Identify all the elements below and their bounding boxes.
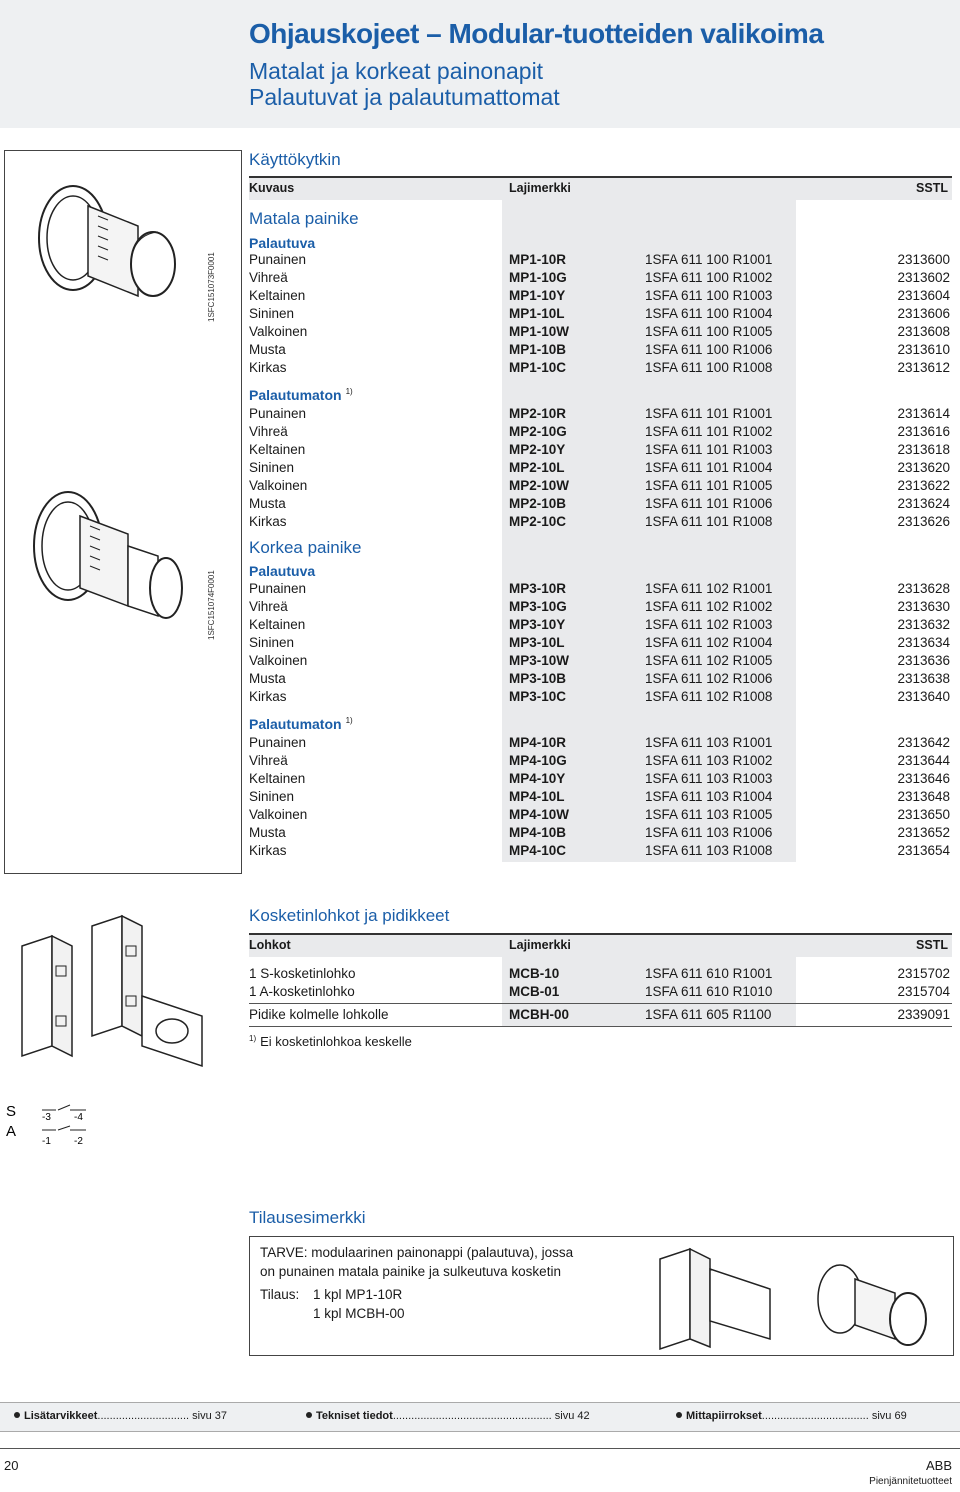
product-type: MP1-10Y <box>509 288 566 303</box>
table-row <box>249 807 952 825</box>
order-illustration <box>650 1229 950 1353</box>
nav-dimensions-page: sivu 69 <box>871 1410 907 1422</box>
page-subtitle-2: Palautuvat ja palautumattomat <box>249 84 560 110</box>
product-name: Vihreä <box>249 599 288 614</box>
product-code: 1SFA 611 102 R1008 <box>645 689 773 704</box>
order-line-3-item: 1 kpl MP1-10R <box>313 1287 403 1302</box>
product-name: Vihreä <box>249 270 288 285</box>
table-row <box>249 617 952 635</box>
table-row <box>249 689 952 707</box>
product-code: 1SFA 611 101 R1008 <box>645 514 773 529</box>
bullet-icon <box>14 1412 20 1418</box>
product-name: Keltainen <box>249 442 306 457</box>
order-line-3-label: Tilaus: <box>260 1287 300 1302</box>
product-code: 1SFA 611 102 R1004 <box>645 635 773 650</box>
product-name: Punainen <box>249 406 307 421</box>
product-sstl: 2313642 <box>897 735 950 750</box>
symbol-a-left: -1 <box>42 1136 51 1147</box>
product-name: Pidike kolmelle lohkolle <box>249 1007 389 1022</box>
product-sstl: 2313610 <box>897 342 950 357</box>
order-example-box <box>249 1236 954 1356</box>
product-sstl: 2313654 <box>897 843 950 858</box>
col-desc: Kuvaus <box>249 181 295 195</box>
high-button-illustration <box>18 476 188 646</box>
table-row <box>249 581 952 599</box>
nav-dots: ................................... <box>761 1410 869 1422</box>
product-name: Punainen <box>249 581 307 596</box>
low-return-subtitle: Palautuva <box>249 235 316 251</box>
footer-rule <box>0 1448 960 1449</box>
image-ref-high: 1SFC151074F0001 <box>207 570 216 640</box>
col-type: Lajimerkki <box>509 181 571 195</box>
product-code: 1SFA 611 103 R1004 <box>645 789 773 804</box>
product-code: 1SFA 611 605 R1100 <box>645 1007 772 1022</box>
page-number: 20 <box>4 1458 19 1473</box>
nav-technical-link[interactable] <box>306 1410 590 1422</box>
product-name: Punainen <box>249 252 307 267</box>
high-noreturn-subtitle <box>249 716 353 732</box>
col-sstl: SSTL <box>916 181 948 195</box>
footnote-mark: 1) <box>345 716 353 725</box>
product-code: 1SFA 611 103 R1005 <box>645 807 773 822</box>
low-noreturn-label: Palautumaton <box>249 387 342 403</box>
table-row <box>249 342 952 360</box>
product-sstl: 2313628 <box>897 581 950 596</box>
table-row <box>249 360 952 378</box>
product-code: 1SFA 611 610 R1001 <box>645 966 773 981</box>
actuator-section-title: Käyttökytkin <box>249 150 341 169</box>
product-name: 1 S-kosketinlohko <box>249 966 356 981</box>
table-row <box>249 270 952 288</box>
table-row <box>249 478 952 496</box>
bullet-icon <box>676 1412 682 1418</box>
product-type: MP3-10B <box>509 671 567 686</box>
product-code: 1SFA 611 103 R1003 <box>645 771 773 786</box>
col-desc: Lohkot <box>249 938 291 952</box>
low-noreturn-subtitle <box>249 387 353 403</box>
product-code: 1SFA 611 102 R1002 <box>645 599 773 614</box>
table-row <box>249 653 952 671</box>
product-sstl: 2313648 <box>897 789 950 804</box>
table-row <box>249 825 952 843</box>
product-type: MP2-10B <box>509 496 567 511</box>
product-code: 1SFA 611 101 R1005 <box>645 478 773 493</box>
product-type: MP2-10R <box>509 406 567 421</box>
table-row <box>249 984 952 1002</box>
product-code: 1SFA 611 100 R1006 <box>645 342 773 357</box>
product-sstl: 2313620 <box>897 460 950 475</box>
table-row <box>249 324 952 342</box>
product-name: Sininen <box>249 789 295 804</box>
product-code: 1SFA 611 102 R1003 <box>645 617 773 632</box>
product-code: 1SFA 611 100 R1008 <box>645 360 773 375</box>
footnote-mark: 1) <box>249 1034 257 1043</box>
product-type: MP1-10C <box>509 360 567 375</box>
footnote-text: Ei kosketinlohkoa keskelle <box>260 1034 412 1049</box>
order-section-title: Tilausesimerkki <box>249 1208 366 1227</box>
contacts-table-header <box>249 933 952 957</box>
product-type: MP3-10C <box>509 689 567 704</box>
product-sstl: 2313630 <box>897 599 950 614</box>
page-subtitle-1: Matalat ja korkeat painonapit <box>249 58 544 84</box>
product-name: Punainen <box>249 735 307 750</box>
high-button-title: Korkea painike <box>249 538 362 557</box>
order-line-4-item: 1 kpl MCBH-00 <box>313 1306 405 1321</box>
product-sstl: 2313626 <box>897 514 950 529</box>
product-sstl: 2313606 <box>897 306 950 321</box>
product-sstl: 2313614 <box>897 406 950 421</box>
product-type: MP1-10R <box>509 252 567 267</box>
table-row <box>249 288 952 306</box>
product-code: 1SFA 611 101 R1006 <box>645 496 773 511</box>
contacts-footnote <box>249 1034 412 1049</box>
product-sstl: 2315702 <box>897 966 950 981</box>
symbol-a-label: A <box>6 1123 17 1140</box>
table-row <box>249 599 952 617</box>
table-row <box>249 1007 952 1025</box>
table-row <box>249 460 952 478</box>
table-row <box>249 966 952 984</box>
table-row <box>249 789 952 807</box>
contacts-divider <box>249 1003 952 1004</box>
product-type: MP4-10G <box>509 753 567 768</box>
product-name: Keltainen <box>249 617 306 632</box>
product-name: Musta <box>249 496 286 511</box>
product-type: MP1-10G <box>509 270 567 285</box>
department-name: Pienjännitetuotteet <box>869 1476 952 1487</box>
product-code: 1SFA 611 103 R1008 <box>645 843 773 858</box>
product-type: MP1-10W <box>509 324 570 339</box>
table-row <box>249 442 952 460</box>
table-row <box>249 735 952 753</box>
product-name: Sininen <box>249 306 295 321</box>
nav-dimensions-link[interactable] <box>676 1410 907 1422</box>
product-type: MP4-10B <box>509 825 567 840</box>
product-type: MP3-10L <box>509 635 565 650</box>
product-code: 1SFA 611 102 R1001 <box>645 581 773 596</box>
product-type: MP4-10W <box>509 807 570 822</box>
product-name: Vihreä <box>249 753 288 768</box>
product-type: MP2-10W <box>509 478 570 493</box>
product-type: MP4-10R <box>509 735 567 750</box>
product-type: MCB-01 <box>509 984 560 999</box>
product-name: Valkoinen <box>249 478 308 493</box>
product-name: Kirkas <box>249 843 287 858</box>
product-sstl: 2313616 <box>897 424 950 439</box>
product-type: MP2-10C <box>509 514 567 529</box>
table-row <box>249 671 952 689</box>
table-row <box>249 306 952 324</box>
product-code: 1SFA 611 100 R1003 <box>645 288 773 303</box>
symbol-s-label: S <box>6 1103 17 1120</box>
product-type: MP3-10W <box>509 653 570 668</box>
product-code: 1SFA 611 103 R1006 <box>645 825 773 840</box>
high-return-subtitle: Palautuva <box>249 563 316 579</box>
cross-reference-bar <box>0 1402 960 1432</box>
footnote-mark: 1) <box>345 387 353 396</box>
product-name: Vihreä <box>249 424 288 439</box>
high-noreturn-label: Palautumaton <box>249 716 342 732</box>
product-code: 1SFA 611 100 R1001 <box>645 252 773 267</box>
product-type: MP3-10R <box>509 581 567 596</box>
product-sstl: 2313622 <box>897 478 950 493</box>
product-sstl: 2313624 <box>897 496 950 511</box>
order-line-1: TARVE: modulaarinen painonappi (palautuva), jossa <box>260 1245 574 1260</box>
product-type: MP1-10B <box>509 342 567 357</box>
nav-dimensions-label: Mittapiirrokset <box>686 1410 762 1422</box>
nav-accessories-page: sivu 37 <box>192 1410 227 1422</box>
product-sstl: 2313640 <box>897 689 950 704</box>
col-type: Lajimerkki <box>509 938 571 952</box>
product-sstl: 2313602 <box>897 270 950 285</box>
contacts-bottom-line <box>249 1026 952 1027</box>
symbol-s-left: -3 <box>42 1112 51 1123</box>
product-sstl: 2313612 <box>897 360 950 375</box>
table-row <box>249 843 952 861</box>
product-code: 1SFA 611 102 R1005 <box>645 653 773 668</box>
product-type: MP4-10C <box>509 843 567 858</box>
product-name: Musta <box>249 825 286 840</box>
col-sstl: SSTL <box>916 938 948 952</box>
product-code: 1SFA 611 100 R1002 <box>645 270 773 285</box>
product-name: Kirkas <box>249 514 287 529</box>
product-name: Musta <box>249 671 286 686</box>
product-sstl: 2313608 <box>897 324 950 339</box>
product-name: Musta <box>249 342 286 357</box>
nav-technical-label: Tekniset tiedot <box>316 1410 393 1422</box>
image-ref-low: 1SFC151073F0001 <box>207 252 216 322</box>
product-sstl: 2313638 <box>897 671 950 686</box>
contact-symbol <box>4 1100 124 1160</box>
actuator-table-header <box>249 176 952 200</box>
nav-accessories-label: Lisätarvikkeet <box>24 1410 98 1422</box>
product-code: 1SFA 611 102 R1006 <box>645 671 773 686</box>
product-sstl: 2313636 <box>897 653 950 668</box>
product-name: Keltainen <box>249 771 306 786</box>
product-name: 1 A-kosketinlohko <box>249 984 355 999</box>
table-row <box>249 514 952 532</box>
product-name: Valkoinen <box>249 324 308 339</box>
product-code: 1SFA 611 100 R1004 <box>645 306 773 321</box>
product-code: 1SFA 611 103 R1001 <box>645 735 773 750</box>
nav-technical-page: sivu 42 <box>554 1410 590 1422</box>
table-row <box>249 406 952 424</box>
table-row <box>249 753 952 771</box>
product-name: Kirkas <box>249 689 287 704</box>
product-type: MP1-10L <box>509 306 565 321</box>
product-name: Kirkas <box>249 360 287 375</box>
product-sstl: 2315704 <box>897 984 950 999</box>
product-name: Valkoinen <box>249 807 308 822</box>
product-sstl: 2313644 <box>897 753 950 768</box>
product-name: Sininen <box>249 460 295 475</box>
product-type: MP3-10G <box>509 599 567 614</box>
table-row <box>249 424 952 442</box>
product-sstl: 2313632 <box>897 617 950 632</box>
product-sstl: 2313650 <box>897 807 950 822</box>
product-code: 1SFA 611 610 R1010 <box>645 984 773 999</box>
nav-accessories-link[interactable] <box>14 1410 227 1422</box>
symbol-a-right: -2 <box>74 1136 83 1147</box>
product-code: 1SFA 611 101 R1004 <box>645 460 773 475</box>
brand-name: ABB <box>925 1458 952 1473</box>
nav-dots: .................................................... <box>392 1410 552 1422</box>
order-line-2: on punainen matala painike ja sulkeutuva kosketin <box>260 1264 561 1279</box>
product-sstl: 2313600 <box>897 252 950 267</box>
product-type: MCB-10 <box>509 966 560 981</box>
product-type: MP4-10Y <box>509 771 566 786</box>
bullet-icon <box>306 1412 312 1418</box>
page-title: Ohjauskojeet – Modular-tuotteiden valikoima <box>249 18 824 49</box>
low-button-illustration <box>18 176 188 326</box>
product-type: MP2-10G <box>509 424 567 439</box>
product-code: 1SFA 611 101 R1003 <box>645 442 773 457</box>
product-type: MP3-10Y <box>509 617 566 632</box>
product-code: 1SFA 611 100 R1005 <box>645 324 773 339</box>
product-code: 1SFA 611 103 R1002 <box>645 753 773 768</box>
symbol-s-right: -4 <box>74 1112 83 1123</box>
product-type: MP4-10L <box>509 789 565 804</box>
contacts-section-title: Kosketinlohkot ja pidikkeet <box>249 906 450 925</box>
table-row <box>249 496 952 514</box>
product-code: 1SFA 611 101 R1001 <box>645 406 773 421</box>
low-button-title: Matala painike <box>249 209 359 228</box>
nav-dots: .............................. <box>97 1410 190 1422</box>
product-type: MP2-10L <box>509 460 565 475</box>
product-type: MCBH-00 <box>509 1007 570 1022</box>
product-sstl: 2313604 <box>897 288 950 303</box>
table-row <box>249 635 952 653</box>
product-sstl: 2313618 <box>897 442 950 457</box>
product-name: Valkoinen <box>249 653 308 668</box>
product-name: Sininen <box>249 635 295 650</box>
product-type: MP2-10Y <box>509 442 566 457</box>
contact-block-illustration <box>12 906 212 1076</box>
product-sstl: 2339091 <box>897 1007 950 1022</box>
product-sstl: 2313646 <box>897 771 950 786</box>
product-code: 1SFA 611 101 R1002 <box>645 424 773 439</box>
table-row <box>249 771 952 789</box>
product-sstl: 2313634 <box>897 635 950 650</box>
product-name: Keltainen <box>249 288 306 303</box>
product-sstl: 2313652 <box>897 825 950 840</box>
table-row <box>249 252 952 270</box>
